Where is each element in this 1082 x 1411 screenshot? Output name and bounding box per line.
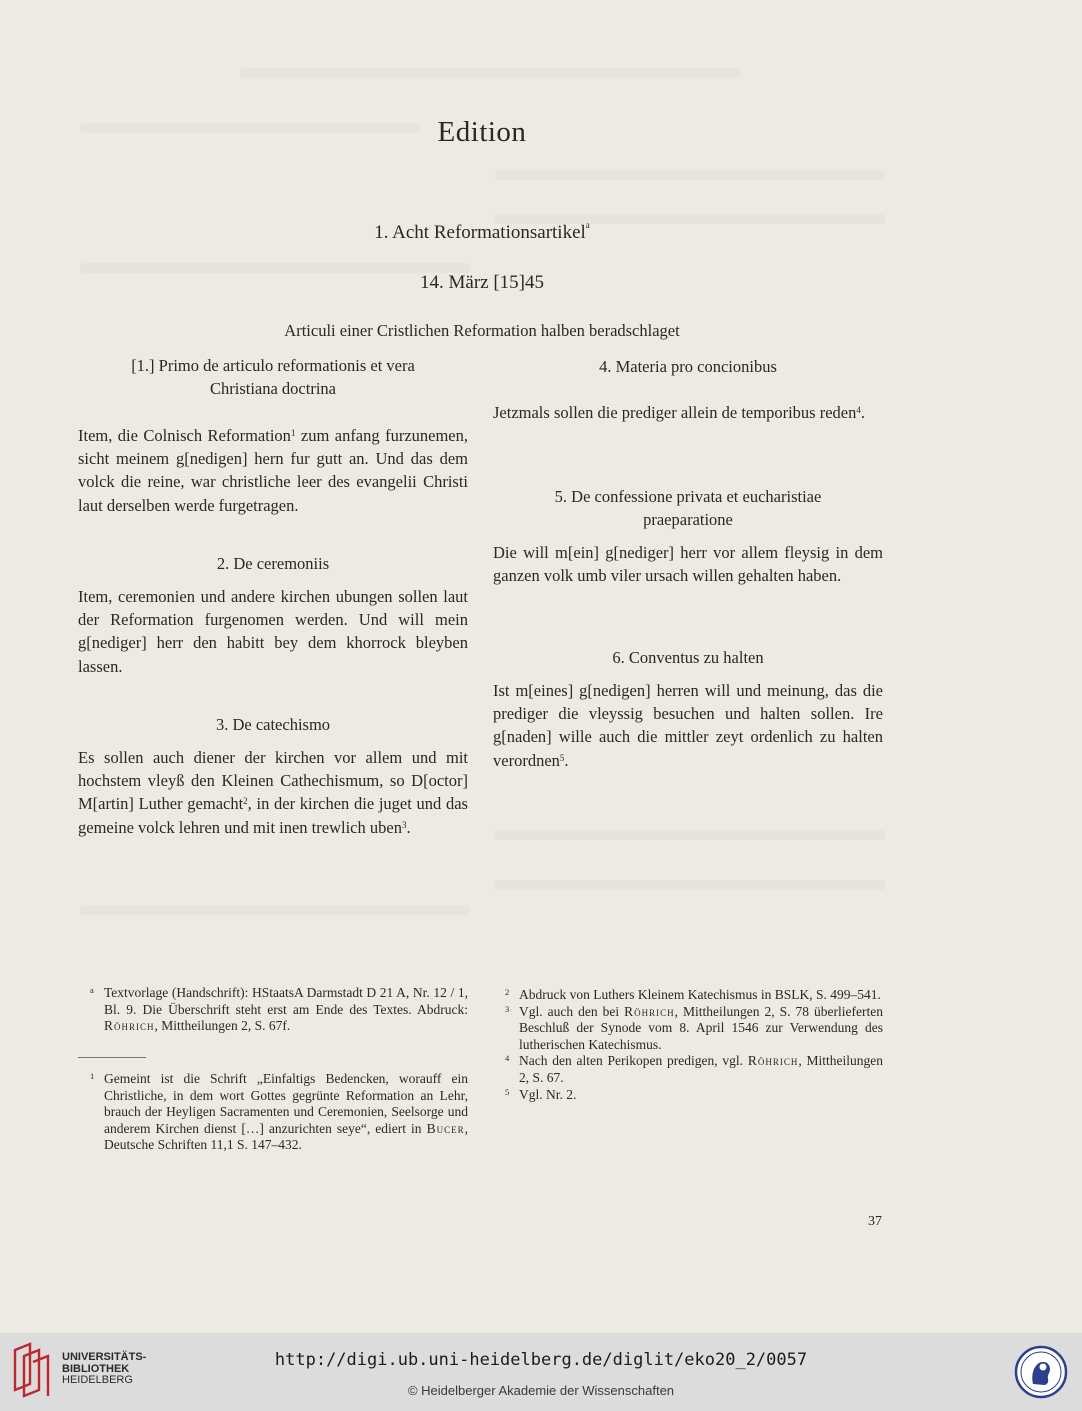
viewer-footer [0,1333,1082,1411]
text-run: Jetzmals sollen die prediger allein de temporibus reden [493,403,857,422]
text-run: , Deutsche Schriften 11,1 S. 147–432. [104,1120,468,1153]
text-run: Vgl. Nr. 2. [519,1086,577,1102]
section-heading: Edition [437,116,527,148]
section-6-heading: 6. Conventus zu halten [612,648,764,667]
footnote-mark: a [90,985,94,995]
text-run: Textvorlage (Handschrift): HStaatsA Darmstadt D 21 A, Nr. 12 / 1, Bl. 9. Die Überschrift steht erst am Ende des Textes. Abdruck: [104,985,468,1017]
footnote-mark: 5 [505,1086,510,1097]
section-3-heading: 3. De catechismo [215,715,331,734]
logo-line: HEIDELBERG [62,1374,133,1386]
heading-line: Christiana doctrina [209,379,336,399]
text-run: , Mittheilungen 2, S. 67f. [154,1018,291,1034]
show-through [240,68,740,78]
heading-line: praeparatione [643,510,733,530]
text-run: Gemeint ist die Schrift „Einfaltigs Bedencken, worauff ein Christliche, in dem wort Gottes gegrünte Reformation an Lehr, brauch der Heyligen Sacramenten und Ceremonien, Seelsorge und anderem Kirchen dienst […] anzurichten seye“, ediert in [104,1071,468,1136]
text-run: . [564,750,569,770]
footnote-5 [493,1087,883,1104]
text-run: Item, die Colnisch Reformation [78,426,291,445]
author-name: Bucer [426,1120,465,1136]
show-through [495,880,885,890]
section-3-paragraph [78,746,468,839]
text-run: , Mittheilungen 2, S. 67. [519,1053,883,1085]
author-name: Röhrich [624,1003,675,1019]
text-run: Nach den alten Perikopen predigen, vgl. [519,1053,748,1069]
footnotes-right [493,987,883,1103]
logo-line: UNIVERSITÄTS- [62,1351,147,1363]
section-4-heading: 4. Materia pro concionibus [599,357,777,376]
text-run: Ist m[eines] g[nedigen] herren will und meinung, das die prediger die vleyssig besuchen und halten sollen. Ire g[naden] wille auch die mittler zeyt ordenlich zu halten verordnen [493,681,883,770]
footnote-ref: 2 [243,796,248,807]
footnote-ref: 1 [290,428,296,438]
footnote-mark: 3 [505,1003,510,1014]
text-run: . [406,817,411,837]
footnote-4 [493,1053,883,1086]
footnote-ref: 5 [559,752,565,763]
text-run: Es sollen auch diener der kirchen vor allem und mit hochstem vleyß den Kleinen Cathechismum, so D[octor] M[artin] Luther gemacht [78,748,468,814]
document-subtitle: Articuli einer Cristlichen Reformation halben beradschlaget [284,321,680,340]
section-1-paragraph [78,424,468,517]
show-through [495,170,885,180]
footnote-1 [78,1071,468,1154]
text-run: Vgl. auch den bei [519,1003,625,1019]
author-name: Röhrich [747,1053,799,1069]
footnotes-left-numbered [78,1071,468,1154]
academy-seal-icon[interactable] [1014,1345,1068,1399]
text-run: , Mittheilungen 2, S. 78 überlieferten Beschluß der Synode vom 8. April 1546 zur Verwendung des lutherischen Katechismus. [519,1003,883,1052]
author-name: Röhrich [104,1018,155,1034]
document-date: 14. März [15]45 [420,272,544,293]
title-text: 1. Acht Reformationsartikel [374,222,586,243]
footnote-divider [78,1057,146,1058]
show-through [80,905,470,915]
section-2-heading: 2. De ceremoniis [216,554,330,573]
section-5-paragraph: Die will m[ein] g[nediger] herr vor allem fleysig in dem ganzen volk umb viler ursach willen gehalten haben. [493,543,883,586]
text-run: Abdruck von Luthers Kleinem Katechismus in BSLK, S. 499–541. [519,987,881,1002]
logo-line: BIBLIOTHEK [62,1362,130,1375]
text-run: zum anfang furzunemen, sicht meinem g[nedigen] hern fur gutt an. Und das dem volck die reine, war christliche leer des evangelii Christi laut derselben werde furgetragen. [78,426,468,515]
copyright-notice: © Heidelberger Akademie der Wissenschaften [407,1383,675,1398]
section-5-heading [493,485,883,531]
show-through [495,830,885,840]
permalink-url[interactable]: http://digi.ub.uni-heidelberg.de/diglit/eko20_2/0057 [274,1350,808,1370]
footnote-ref: 4 [856,405,861,415]
section-1-heading [78,354,468,400]
section-6-paragraph [493,679,883,772]
text-run: , in der kirchen die juget und das gemeine volck lehren und mit inen trewlich uben [78,794,468,837]
footnote-ref: 3 [401,819,407,830]
footnote-3 [493,1004,883,1054]
footnote-mark: 2 [505,987,510,997]
footnotes-left [78,985,468,1035]
text-run: . [860,403,865,422]
heading-line: [1.] Primo de articulo reformationis et vera [131,356,415,375]
heading-line: 5. De confessione privata et eucharistiae [554,487,822,506]
footnote-ref: a [585,220,590,230]
page-number: 37 [868,1214,882,1229]
section-2-paragraph: Item, ceremonien und andere kirchen ubungen sollen laut der Reformation furgenomen werden. Und will mein g[nediger] herr den habitt bey dem khorrock bleyben lassen. [78,587,468,676]
footnote-mark: 1 [90,1071,95,1081]
document-title [0,222,964,244]
footnote-a [78,985,468,1035]
section-4-paragraph [493,401,883,424]
footnote-mark: 4 [505,1053,510,1064]
footnote-2 [493,987,883,1004]
